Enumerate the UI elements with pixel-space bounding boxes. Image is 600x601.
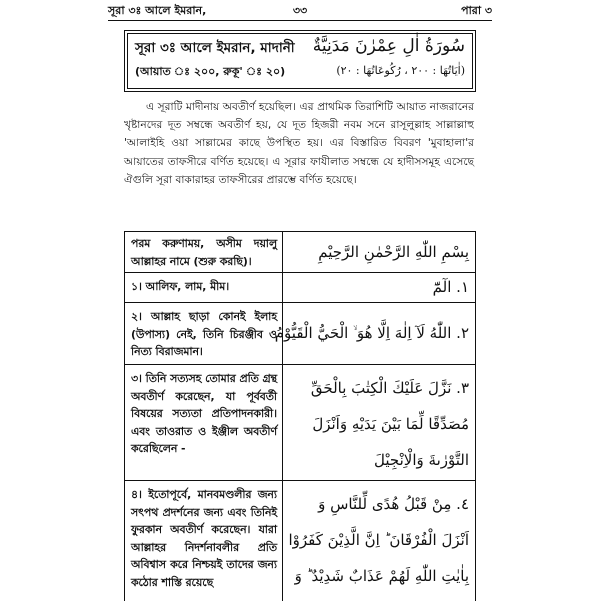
surah-ayah-count-bengali: (আয়াত ঃ ২০০, রুকূ' ঃ ২০) bbox=[135, 65, 286, 78]
arabic-line: ١. الٓمّٓ bbox=[432, 278, 469, 296]
surah-title-bengali: সূরা ৩ঃ আলে ইমরান, মাদানী bbox=[135, 40, 295, 56]
verse-2-arabic bbox=[274, 315, 469, 351]
column-divider bbox=[282, 232, 283, 601]
verse-3-arabic bbox=[289, 370, 469, 478]
arabic-line: ٤. مِنْ قَبْلُ هُدًى لِّلنَّاسِ وَ bbox=[318, 495, 469, 513]
verse-0-arabic bbox=[289, 234, 469, 270]
arabic-line: ٣. نَزَّلَ عَلَيْكَ الْكِتٰبَ بِالْحَقِّ bbox=[310, 379, 469, 397]
verse-0-bengali: পরম করুণাময়, অসীম দয়ালু আল্লাহর নামে (শুরু করছি)। bbox=[131, 237, 277, 268]
header-rule bbox=[108, 20, 492, 21]
surah-introduction: এ সূরাটি মাদীনায় অবতীর্ণ হয়েছিল। এর প্রাথমিক তিরাশিটি আয়াত নাজরানের খৃষ্টানদের দূত সম্বন্ধে অবতীর্ণ হয়, যে দূত হিজরী নবম সনে রাসূলুল্লাহ সাল্লাল্লাহু 'আলাইহি ওয়া সাল্লামের কাছে উপস্থিত হয়। এর বিস্তারিত বিবরণ 'মুবাহালা'র আয়াতের তাফসীরে বর্ণিত হয়েছে। এ সূরার ফাযীলাত সম্বন্ধে যে হাদীসসমূহ এসেছে ঐগুলি সূরা বাকারাহর তাফসীরের প্রারম্ভে বর্ণিত হয়েছে। bbox=[124, 101, 474, 186]
verse-1-arabic bbox=[289, 269, 469, 305]
surah-ayah-count-arabic: (اٰيَاتُهَا : ٢٠٠ ، رُكُوعَاتُهَا : ٢٠) bbox=[336, 64, 465, 77]
verse-table bbox=[124, 231, 476, 601]
verse-4-arabic bbox=[289, 486, 469, 594]
surah-title-arabic: سُورَةُ اٰلِ عِمْرٰنَ مَدَنِيَّةٌ bbox=[312, 36, 465, 56]
arabic-line: بِاٰيٰتِ اللّٰهِ لَهُمْ عَذَابٌ شَدِيْدٌ ؕ وَ bbox=[294, 567, 469, 585]
arabic-line: التَّوْرٰىةَ وَالْاِنْجِيْلَ bbox=[374, 451, 469, 469]
arabic-line: مُصَدِّقًا لِّمَا بَيْنَ يَدَيْهِ وَاَنْزَلَ bbox=[312, 415, 469, 433]
arabic-line: ٢. اللّٰهُ لَآ اِلٰهَ اِلَّا هُوَ ۙ الْحَيُّ الْقَيُّوْمُ bbox=[274, 324, 469, 342]
row-divider bbox=[125, 480, 475, 481]
surah-title-box bbox=[124, 30, 476, 92]
arabic-line: اَنْزَلَ الْفُرْقَانَ ؕ اِنَّ الَّذِيْنَ كَفَرُوْا bbox=[288, 531, 469, 549]
verse-3-bengali: ৩। তিনি সত্যসহ তোমার প্রতি গ্রন্থ অবতীর্ণ করেছেন, যা পূর্ববর্তী বিষয়ের সত্যতা প্রতিপাদনকারী। এবং তাওরাত ও ইঞ্জীল অবতীর্ণ করেছিলেন - bbox=[131, 372, 277, 455]
arabic-line: بِسْمِ اللّٰهِ الرَّحْمٰنِ الرَّحِيْمِ bbox=[318, 243, 469, 261]
verse-2-bengali: ২। আল্লাহ ছাড়া কোনই ইলাহ (উপাস্য) নেই, তিনি চিরঞ্জীব ও নিত্য বিরাজমান। bbox=[131, 310, 277, 358]
verse-4-bengali: ৪। ইতোপূর্বে, মানবমণ্ডলীর জন্য সৎপথ প্রদর্শনের জন্য এবং তিনিই ফুরকান অবতীর্ণ করেছেন। যারা আল্লাহর নিদর্শনাবলীর প্রতি অবিশ্বাস করে নিশ্চয়ই তাদের জন্য কঠোর শাস্তি রয়েছে bbox=[131, 488, 277, 589]
row-divider bbox=[125, 364, 475, 365]
running-head bbox=[108, 2, 492, 18]
running-head-surah: সূরা ৩ঃ আলে ইমরান, bbox=[108, 4, 207, 17]
page-number: ৩৩ bbox=[292, 4, 308, 17]
verse-1-bengali: ১। আলিফ, লাম, মীম। bbox=[131, 280, 230, 293]
running-head-para: পারা ৩ bbox=[461, 4, 492, 17]
